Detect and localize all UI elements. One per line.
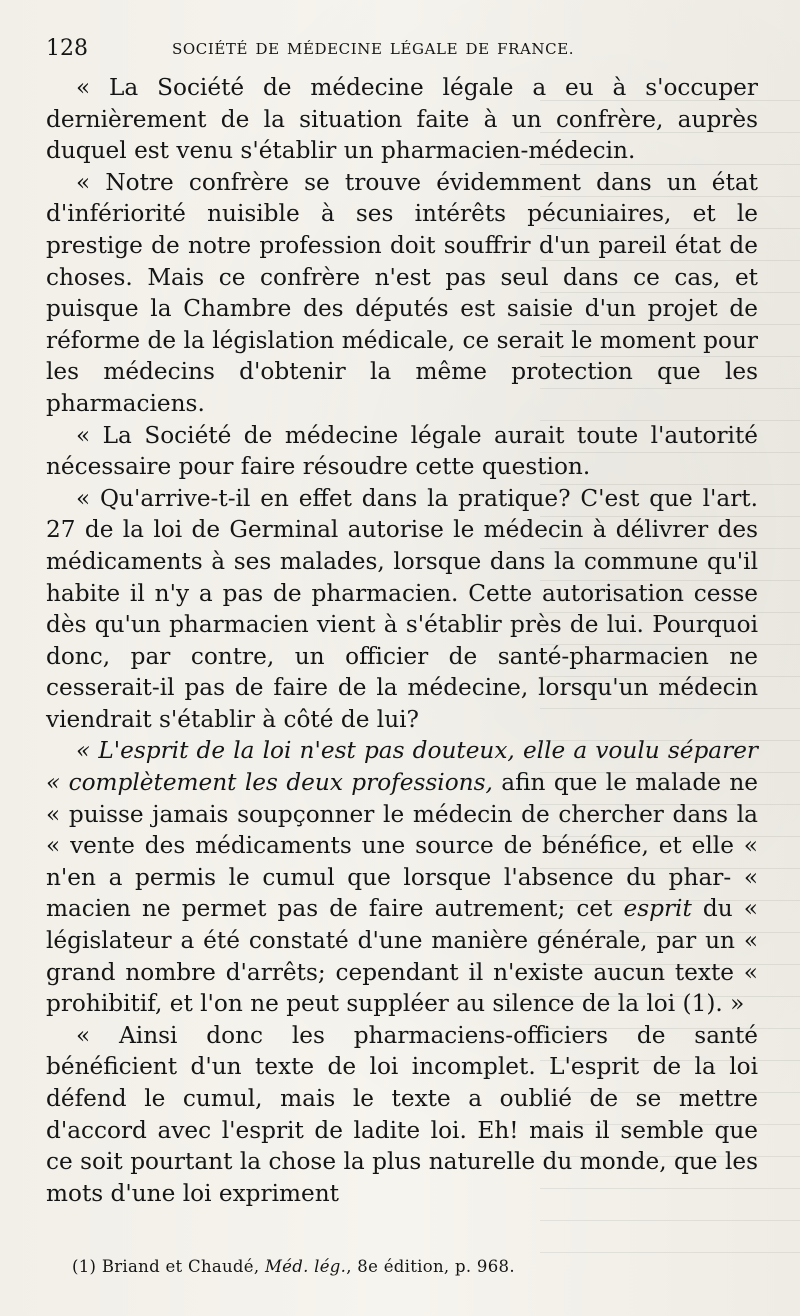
paragraph-1: « La Société de médecine légale a eu à s'occuper dernièrement de la situation faite à un confrère, auprès duquel est venu s'établir un pharmacien-médecin. [46, 74, 758, 165]
paragraph-4: « Qu'arrive-t-il en effet dans la pratique? C'est que l'art. 27 de la loi de Germinal autorise le médecin à délivrer des médicaments à ses malades, lorsque dans la commune qu'il habite il n'y a pas de pharmacien. Cette autorisation cesse dès qu'un pharmacien vient à s'établir près de lui. Pourquoi donc, par contre, un officier de santé-pharmacien ne cesserait-il pas de faire de la médecine, lorsqu'un médecin viendrait s'établir à côté de lui? [46, 484, 758, 733]
quoted-passage [46, 735, 758, 1019]
quote-italic-word: esprit [623, 895, 692, 923]
page-number: 128 [46, 36, 88, 61]
footnote-title: Méd. lég. [264, 1257, 347, 1276]
quote-text-2: du « législateur a été constaté d'une manière générale, par un « grand nombre d'arrêts; cependant il n'existe aucun texte « prohibitif, et l'on ne peut suppléer au silence de la loi (1). » [46, 895, 758, 1018]
footnote [72, 1257, 772, 1276]
paragraph-3: « La Société de médecine légale aurait toute l'autorité nécessaire pour faire résoudre cette question. [46, 421, 758, 481]
running-title: SOCIÉTÉ DE MÉDECINE LÉGALE DE FRANCE. [172, 40, 575, 58]
paragraph-2: « Notre confrère se trouve évidemment dans un état d'infériorité nuisible à ses intérêts pécuniaires, et le prestige de notre profession doit souffrir d'un pareil état de choses. Mais ce confrère n'est pas seul dans ce cas, et puisque la Chambre des députés est saisie d'un projet de réforme de la législation médicale, ce serait le moment pour les médecins d'obtenir la même protection que les pharmaciens. [46, 168, 758, 417]
page-header [46, 36, 766, 66]
footnote-rest: , 8e édition, p. 968. [346, 1257, 515, 1276]
quote-text-1: afin que le malade ne « puisse jamais soupçonner le médecin de chercher dans la « vente des médicaments une source de bénéfice, et elle « n'en a permis le cumul que lorsque l'absence du phar- « macien ne permet pas de faire autrement; cet [46, 769, 758, 923]
footnote-marker: (1) Briand et Chaudé, [72, 1257, 265, 1276]
main-text [46, 72, 758, 1209]
quote-italic-open: « L'esprit de la loi n'est pas douteux, elle a voulu séparer « complètement les deux professions, [46, 737, 758, 797]
paragraph-5: « Ainsi donc les pharmaciens-officiers de santé bénéficient d'un texte de loi incomplet. L'esprit de la loi défend le cumul, mais le texte a oublié de se mettre d'accord avec l'esprit de ladite loi. Eh! mais il semble que ce soit pourtant la chose la plus naturelle du monde, que les mots d'une loi expriment [46, 1021, 758, 1207]
